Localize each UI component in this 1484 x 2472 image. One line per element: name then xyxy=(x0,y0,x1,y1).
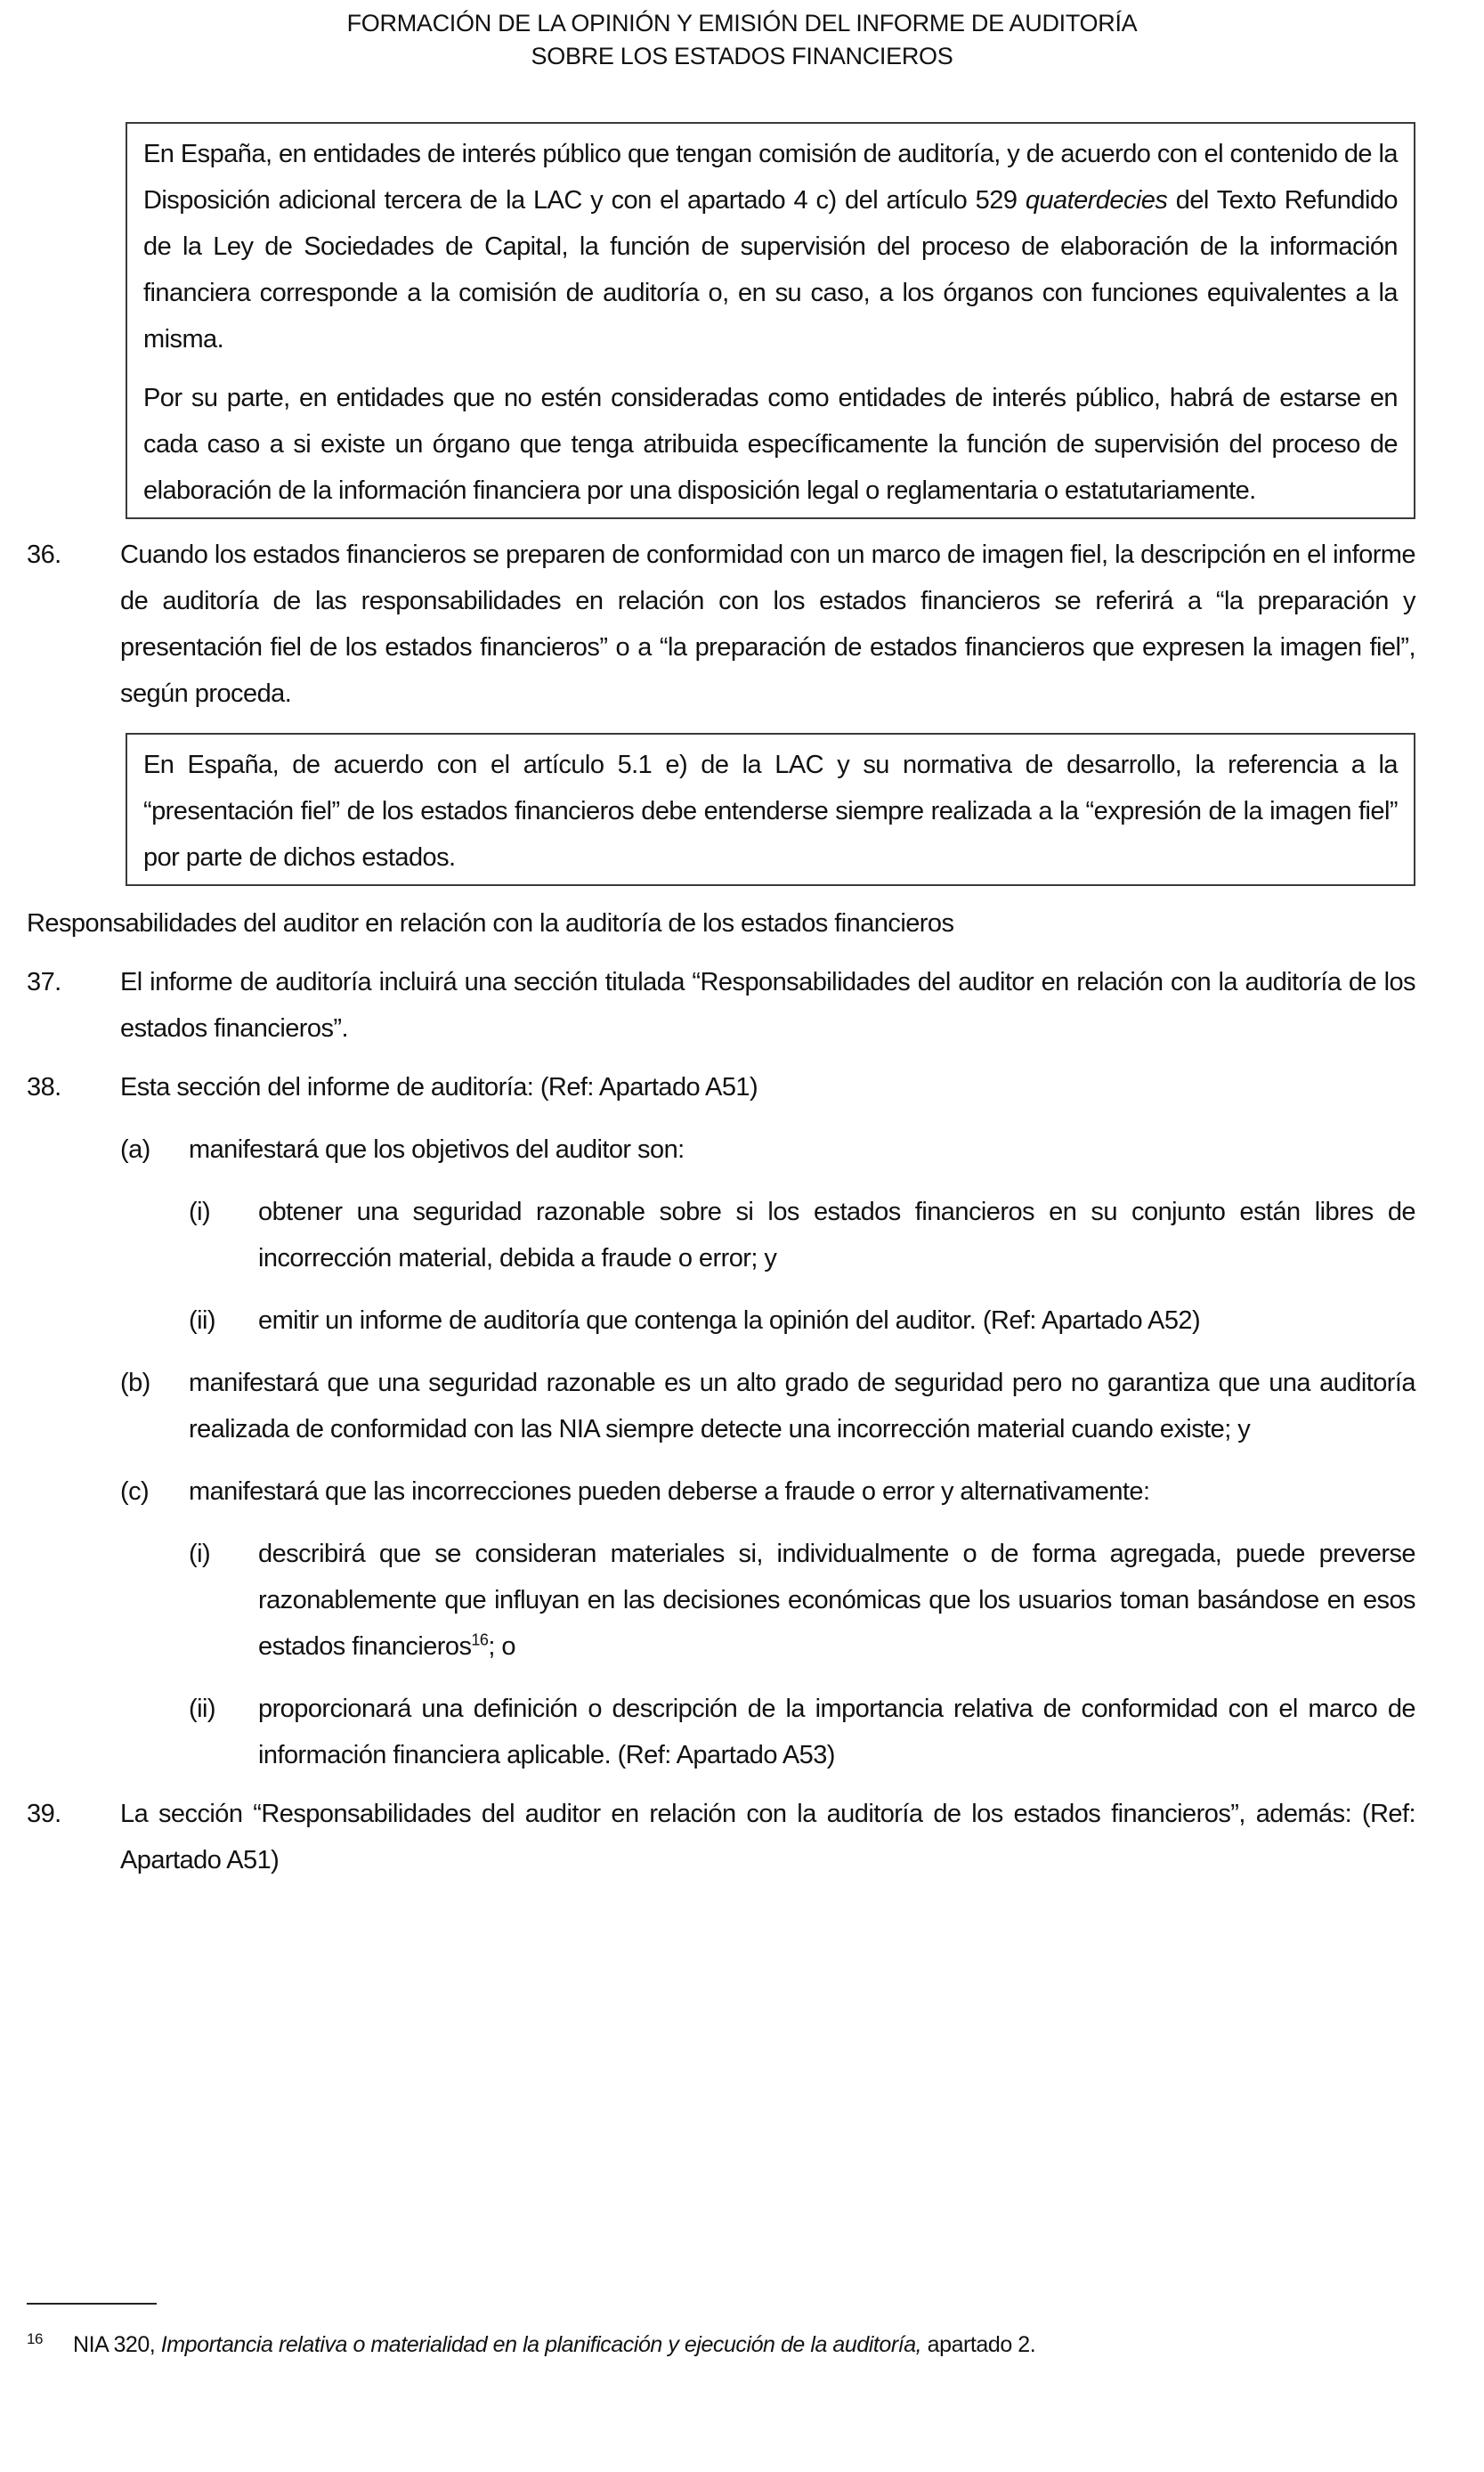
item-marker: (b) xyxy=(120,1369,150,1397)
paragraph-number: 39. xyxy=(27,1800,61,1828)
item-38-b xyxy=(120,1360,1415,1452)
item-marker: (i) xyxy=(189,1540,211,1568)
spain-note-box-1 xyxy=(126,122,1415,519)
footnote-text xyxy=(73,2326,1415,2363)
paragraph-number: 36. xyxy=(27,541,61,569)
item-marker: (ii) xyxy=(189,1306,216,1335)
item-text: proporcionará una definición o descripción de la importancia relativa de conformidad con el marco de información financiera aplicable. (Ref: Apartado A53) xyxy=(258,1695,1415,1769)
note-box-1-paragraph-1 xyxy=(143,131,1398,362)
note-box-1-paragraph-2: Por su parte, en entidades que no estén consideradas como entidades de interés público, habrá de estarse en cada caso a si existe un órgano que tenga atribuida específicamente la función de supervisión del proceso de elaboración de la información financiera por una disposición legal o reglamentaria o estatutariamente. xyxy=(143,384,1398,505)
item-text: emitir un informe de auditoría que contenga la opinión del auditor. (Ref: Apartado A52) xyxy=(258,1306,1201,1335)
footnote-number: 16 xyxy=(27,2330,44,2347)
item-text-with-footnote xyxy=(258,1531,1415,1670)
item-text: describirá que se consideran materiales si, individualmente o de forma agregada, puede preverse razonablemente que influyan en las decisiones económicas que los usuarios toman basándose en esos estados financieros xyxy=(258,1540,1415,1661)
paragraph-text: La sección “Responsabilidades del auditor en relación con la auditoría de los estados financieros”, además: (Ref: Apartado A51) xyxy=(120,1800,1415,1874)
item-text-tail: ; o xyxy=(488,1632,515,1661)
paragraph-37 xyxy=(27,959,1415,1052)
item-marker: (c) xyxy=(120,1477,150,1506)
footnote-reference-16[interactable]: 16 xyxy=(471,1630,489,1649)
footnote-cited-title: Importancia relativa o materialidad en la planificación y ejecución de la auditoría, xyxy=(160,2332,922,2357)
paragraph-text: Cuando los estados financieros se preparen de conformidad con un marco de imagen fiel, la descripción en el informe de auditoría de las responsabilidades en relación con los estados financieros se referirá a “la preparación y presentación fiel de los estados financieros” o a “la preparación de estados financieros que expresen la imagen fiel”, según proceda. xyxy=(120,541,1415,708)
footnote-separator xyxy=(27,2303,157,2305)
paragraph-number: 38. xyxy=(27,1073,61,1102)
item-38-a-ii xyxy=(189,1297,1415,1344)
item-38-a-i xyxy=(189,1189,1415,1281)
footnote-text-prefix: NIA 320, xyxy=(73,2332,161,2357)
document-body xyxy=(27,122,1415,1883)
paragraph-38 xyxy=(27,1064,1415,1110)
footnote-16 xyxy=(27,2326,1415,2363)
paragraph-number: 37. xyxy=(27,968,61,996)
paragraph-text: Esta sección del informe de auditoría: (Ref: Apartado A51) xyxy=(120,1073,758,1102)
item-text: obtener una seguridad razonable sobre si los estados financieros en su conjunto están libres de incorrección material, debida a fraude o error; y xyxy=(258,1198,1415,1273)
italic-term: quaterdecies xyxy=(1025,186,1168,215)
item-marker: (ii) xyxy=(189,1695,216,1723)
paragraph-36 xyxy=(27,532,1415,717)
spain-note-box-2 xyxy=(126,733,1415,886)
item-text: manifestará que una seguridad razonable es un alto grado de seguridad pero no garantiza que una auditoría realizada de conformidad con las NIA siempre detecte una incorrección material cuando existe; y xyxy=(189,1369,1415,1443)
item-38-c-i xyxy=(189,1531,1415,1670)
item-text: manifestará que las incorrecciones pueden deberse a fraude o error y alternativamente: xyxy=(189,1477,1150,1506)
note-text: del Texto Refundido de la Ley de Sociedades de Capital, la función de supervisión del proceso de elaboración de la información financiera corresponde a la comisión de auditoría o, en su caso, a los órganos con funciones equivalentes a la misma. xyxy=(143,186,1398,354)
header-title-line-2: SOBRE LOS ESTADOS FINANCIEROS xyxy=(531,43,953,69)
item-38-c-ii xyxy=(189,1686,1415,1778)
section-heading: Responsabilidades del auditor en relación con la auditoría de los estados financieros xyxy=(27,909,954,938)
item-38-a xyxy=(120,1126,1415,1173)
item-marker: (a) xyxy=(120,1135,150,1164)
item-text: manifestará que los objetivos del auditor son: xyxy=(189,1135,685,1164)
item-38-c xyxy=(120,1468,1415,1515)
paragraph-text: El informe de auditoría incluirá una sección titulada “Responsabilidades del auditor en relación con la auditoría de los estados financieros”. xyxy=(120,968,1415,1043)
note-text: En España, en entidades de interés público que tengan comisión de auditoría, y de acuerdo con el contenido de la Disposición adicional tercera de la LAC y con el apartado 4 c) del artículo 529 xyxy=(143,140,1398,215)
note-box-2-text: En España, de acuerdo con el artículo 5.1 e) de la LAC y su normativa de desarrollo, la referencia a la “presentación fiel” de los estados financieros debe entenderse siempre realizada a la “expresión de la imagen fiel” por parte de dichos estados. xyxy=(143,751,1398,872)
item-marker: (i) xyxy=(189,1198,211,1226)
paragraph-39 xyxy=(27,1791,1415,1883)
header-title-line-1: FORMACIÓN DE LA OPINIÓN Y EMISIÓN DEL INFORME DE AUDITORÍA xyxy=(346,10,1138,37)
page-header xyxy=(0,7,1484,73)
footnote-text-suffix: apartado 2. xyxy=(921,2332,1036,2357)
